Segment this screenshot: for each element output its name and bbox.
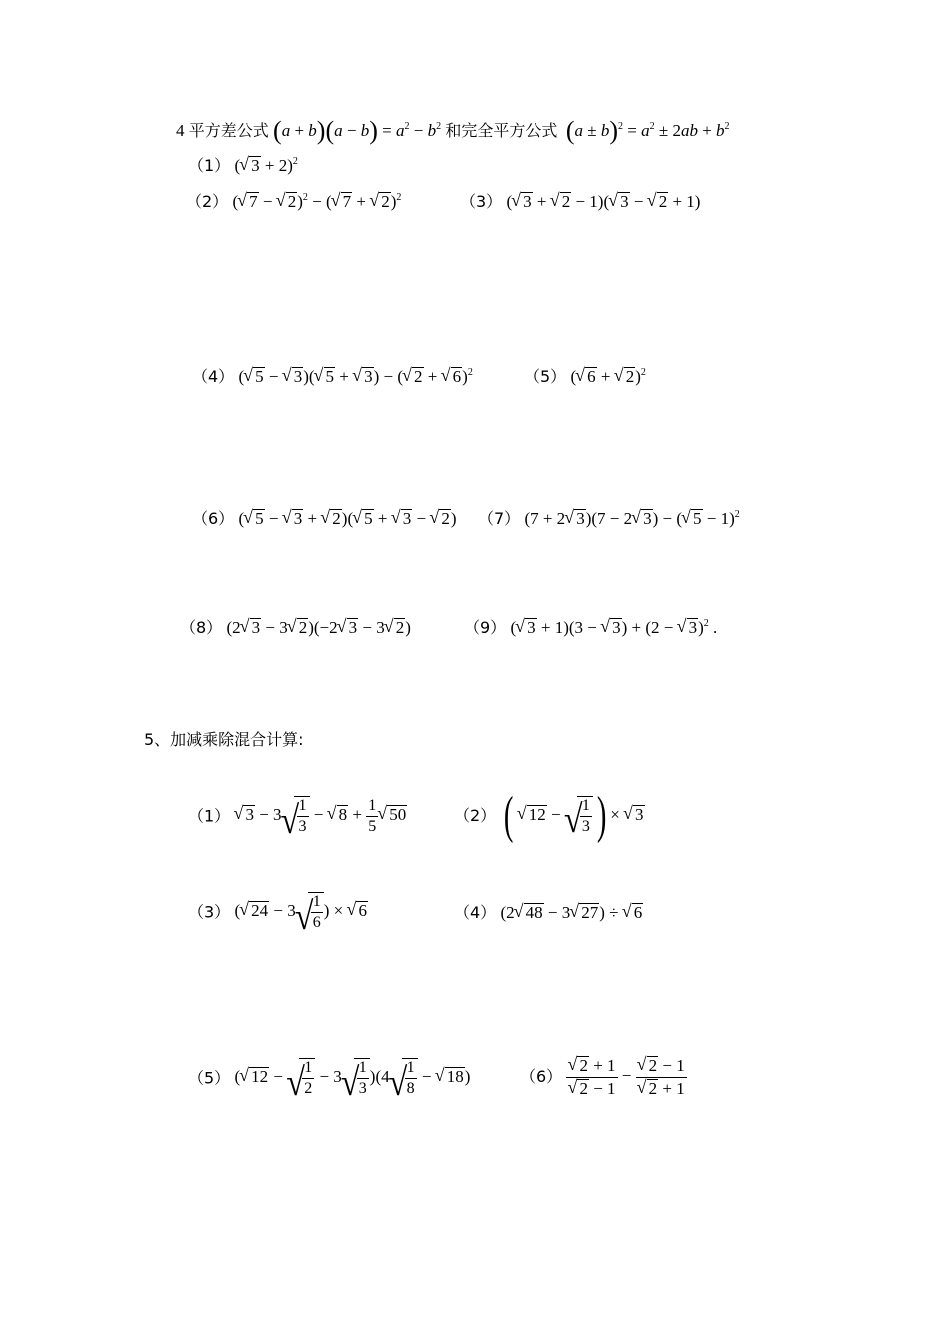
problem-label: （3） bbox=[188, 902, 231, 922]
expression: (√ 24 − 3 √ $\frac{1}{6}$ ) × √ 6 bbox=[234, 901, 368, 920]
problem-5-1 bbox=[188, 796, 407, 837]
problem-4-5 bbox=[524, 367, 646, 386]
section4-heading bbox=[176, 118, 730, 144]
section5-heading: 5、加减乘除混合计算: bbox=[144, 730, 304, 749]
expression: (√ 12 − √ $\frac{1}{3}$ ) × √ 3 bbox=[500, 805, 644, 824]
expression: (√ 6 + √ 2)$^2$ bbox=[570, 367, 645, 386]
problem-label: （8） bbox=[180, 618, 223, 637]
problem-4-1 bbox=[188, 156, 298, 175]
expression: (7 + 2√ 3)(7 − 2√ 3) − (√ 5 − 1)$^2$ bbox=[524, 509, 739, 528]
problem-5-6 bbox=[520, 1056, 687, 1098]
problem-5-4 bbox=[454, 903, 643, 922]
expression: (√ 12 − √ $\frac{1}{2}$ − 3 √ $\frac{1}{3}$ )(4 √ $\frac{1}{8}$ − √ 18) bbox=[234, 1067, 470, 1086]
formula-perfect-square: $(a \pm b)^2 = a^2 \pm 2ab + b^2$ bbox=[565, 116, 730, 145]
problem-4-9 bbox=[464, 618, 717, 637]
expression: √ 3 − 3 √ $\frac{1}{3}$ − √ 8 + $\frac{1}{5}$ √ 50 bbox=[234, 805, 407, 824]
expression: (√ 5 − √ 3 + √ 2)(√ 5 + √ 3 − √ 2) bbox=[238, 509, 456, 528]
expression: (2√ 3 − 3√ 2)(−2√ 3 − 3√ 2) bbox=[226, 618, 410, 637]
problem-label: （5） bbox=[188, 1068, 231, 1088]
expression: (√ 3 + √ 2 − 1)(√ 3 − √ 2 + 1) bbox=[506, 192, 700, 211]
problem-4-8 bbox=[180, 618, 411, 637]
expression: (√ 3 + 2)$^2$ bbox=[234, 156, 297, 175]
problem-label: （1） bbox=[188, 806, 231, 826]
expression: (√ 3 + 1)(3 − √ 3) + (2 − √ 3)$^2$ . bbox=[510, 618, 717, 637]
problem-label: （2） bbox=[186, 192, 229, 211]
problem-4-6 bbox=[192, 509, 456, 528]
problem-4-7 bbox=[478, 509, 740, 528]
problem-label: （6） bbox=[192, 509, 235, 528]
problem-label: （5） bbox=[524, 367, 567, 386]
problem-label: （1） bbox=[188, 156, 231, 175]
heading-number: 4 bbox=[176, 121, 185, 140]
problem-4-3 bbox=[460, 192, 700, 211]
expression: (√ 7 − √ 2)$^2$ − (√ 7 + √ 2)$^2$ bbox=[232, 192, 401, 211]
problem-label: （2） bbox=[454, 806, 497, 825]
problem-5-3 bbox=[188, 892, 368, 933]
problem-4-4 bbox=[192, 367, 473, 386]
problem-label: （3） bbox=[460, 192, 503, 211]
formula-difference-of-squares: $(a + b)(a - b) = a^2 - b^2$ bbox=[273, 116, 442, 145]
problem-5-5 bbox=[188, 1058, 470, 1099]
heading-text-difference-of-squares: 平方差公式 bbox=[188, 121, 269, 140]
expression: √ 2 + 1 √ 2 − 1 − √ 2 − 1 √ 2 + 1 bbox=[566, 1066, 686, 1085]
problem-label: （4） bbox=[192, 367, 235, 386]
expression: (2√ 48 − 3√ 27) ÷ √ 6 bbox=[500, 903, 643, 922]
problem-label: （4） bbox=[454, 903, 497, 922]
problem-label: （7） bbox=[478, 509, 521, 528]
problem-label: （9） bbox=[464, 618, 507, 637]
problem-label: （6） bbox=[520, 1067, 563, 1087]
problem-4-2 bbox=[186, 192, 401, 211]
problem-5-2 bbox=[454, 787, 645, 844]
heading-text-perfect-square: 和完全平方公式 bbox=[445, 121, 558, 140]
expression: (√ 5 − √ 3)(√ 5 + √ 3) − (√ 2 + √ 6)$^2$ bbox=[238, 367, 472, 386]
